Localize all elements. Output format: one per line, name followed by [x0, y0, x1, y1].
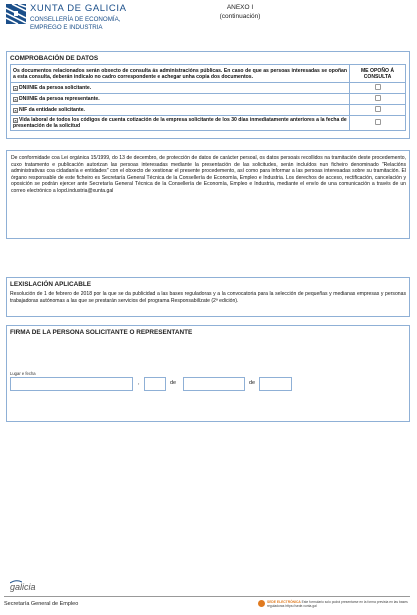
data-protection-section	[6, 150, 410, 239]
place-field[interactable]	[10, 377, 133, 391]
sede-text: Este formulario solo podrá presentarse en la forma prevista en las bases reguladoras https://sede.xunta.gal	[267, 600, 408, 609]
consultation-row	[11, 116, 406, 131]
consultation-item-label: DNI/NIE da persoa representante.	[19, 96, 100, 102]
annex-heading	[200, 3, 280, 21]
xunta-logo-icon	[6, 4, 26, 24]
org-title: XUNTA DE GALICIA	[30, 3, 127, 14]
year-field[interactable]	[259, 377, 292, 391]
de-separator-1: de	[170, 380, 177, 386]
consultation-item-label: Vida laboral de todos los códigos de cuenta cotización de la empresa solicitante de los 30 días inmediatamente anteriores a la fecha de presentación de la solicitud	[13, 117, 347, 129]
consultation-row	[11, 83, 406, 94]
consultation-section	[6, 51, 410, 139]
annex-line2: (continuación)	[219, 13, 261, 20]
consultation-item-label: DNI/NIE da persoa solicitante.	[19, 85, 92, 91]
consultation-row	[11, 94, 406, 105]
sede-electronica-note	[267, 600, 413, 608]
signature-title: FIRMA DE LA PERSONA SOLICITANTE O REPRESENTANTE	[10, 329, 193, 336]
consultation-table	[10, 64, 406, 131]
de-separator-2: de	[249, 380, 256, 386]
item-x-icon: ×	[14, 118, 17, 123]
oppose-checkbox-applicant-id[interactable]	[375, 84, 381, 90]
sede-title: SEDE ELECTRÓNICA	[267, 600, 301, 604]
legislation-title: LEXISLACIÓN APLICABLE	[10, 281, 92, 288]
oppose-checkbox-work-history[interactable]	[375, 119, 381, 125]
consultation-intro: Os documentos relacionados serán obxecto de consulta ás administracións públicas. En caso de que as persoas interesadas se opoñan a esta consulta, deberán indicalo no cadro correspondente e achegar unha copia dos documentos.	[11, 65, 350, 83]
month-field[interactable]	[183, 377, 245, 391]
legislation-section	[6, 277, 410, 317]
consultation-title: COMPROBACIÓN DE DATOS	[10, 55, 99, 62]
department-name: Secretaría General de Empleo	[4, 601, 79, 607]
footer-divider	[4, 596, 410, 597]
legislation-text: Resolución de 1 de febrero de 2018 por la que se da publicidad a las bases reguladoras y a la convocatoria para la selección de pequeñas y medianas empresas y personas trabajadoras autónomas a las que se prestarán servicios del programa Responsabilízate (2ª edición).	[10, 291, 406, 304]
day-field[interactable]	[144, 377, 166, 391]
comma-separator: ,	[138, 380, 140, 386]
signature-section	[6, 325, 410, 422]
org-subtitle-line2: EMPREGO E INDUSTRIA	[30, 24, 103, 31]
org-subtitle	[30, 16, 180, 32]
data-protection-text: De conformidade coa Lei orgánica 15/1999, do 13 de decembro, de protección de datos de carácter persoal, os datos persoais recollidos na tramitación deste procedemento, cuxo tratamento e publicación autorizan las persoas interesadas mediante la presentación de las solicitudes, serán incluídos nun ficheiro denominado "Relacións administrativas coa cidadanía e entidades" con el obxecto de xestionar el presente procedemento, así como para informar a las persoas interesadas sobre su tramitación. El órgano responsable de este ficheiro es Secretaría General Técnica de la Consellería de Economía, Empleo e Industria. Los derechos de acceso, rectificación, cancelación y oposición se podrán ejercer ante Secretaría General Técnica de la Consellería de Economía, Empleo e Industria, mediante el envío de una comunicación a través de un correo electrónico a lopd.industria@xunta.gal	[11, 155, 406, 194]
galicia-brand-logo: galicia	[10, 582, 36, 592]
item-x-icon: ×	[14, 97, 17, 102]
place-date-label: Lugar e fecha	[10, 371, 36, 376]
annex-line1: ANEXO I	[226, 4, 254, 11]
sede-electronica-icon	[258, 600, 265, 607]
consultation-item-label: NIF da entidade solicitante.	[19, 107, 85, 113]
oppose-checkbox-entity-nif[interactable]	[375, 106, 381, 112]
consultation-header-row	[11, 65, 406, 83]
oppose-column-header: ME OPOÑO Á CONSULTA	[350, 65, 406, 83]
consultation-row	[11, 105, 406, 116]
org-subtitle-line1: CONSELLERÍA DE ECONOMÍA,	[30, 16, 121, 23]
oppose-checkbox-representative-id[interactable]	[375, 95, 381, 101]
item-x-icon: ×	[14, 86, 17, 91]
item-x-icon: ×	[14, 108, 17, 113]
